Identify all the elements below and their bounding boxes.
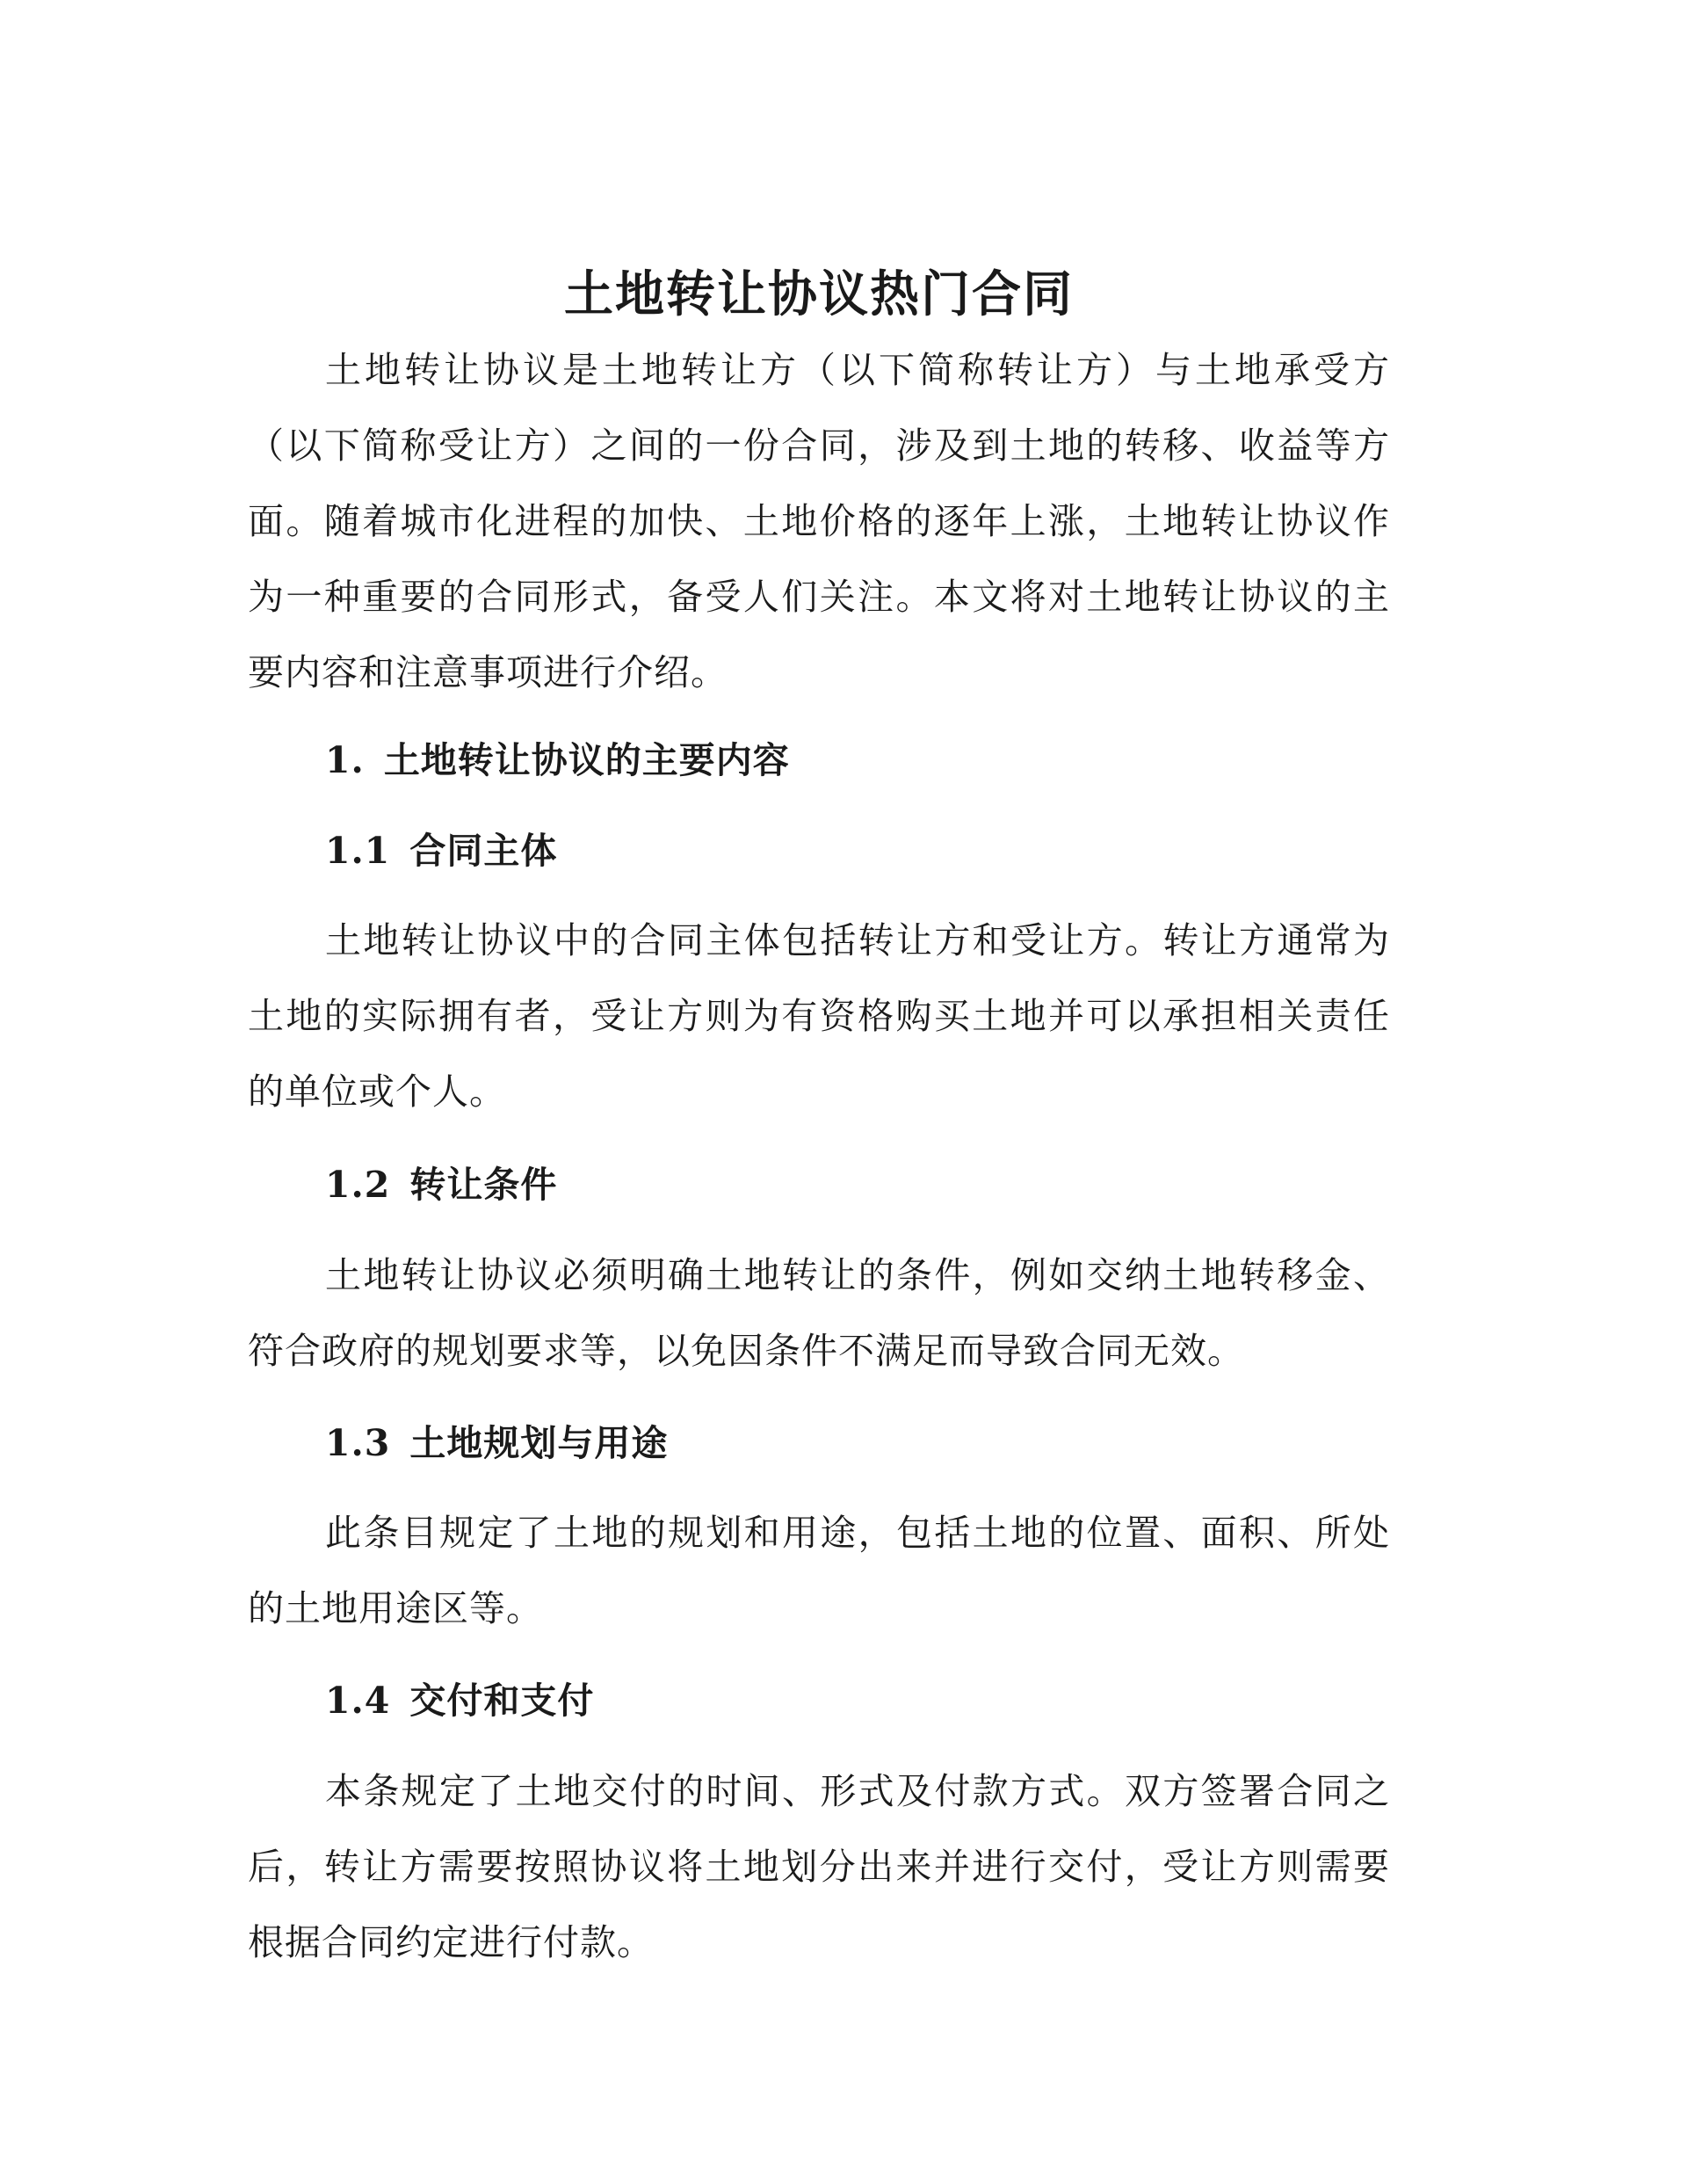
subsection-1-2-title: 转让条件	[409, 1164, 558, 1206]
subsection-1-3-heading	[325, 1417, 668, 1469]
subsection-1-2-number: 1.2	[325, 1164, 391, 1206]
section-1-number: 1.	[325, 739, 365, 781]
subsection-1-3-body: 此条目规定了土地的规划和用途，包括土地的位置、面积、所处的土地用途区等。	[248, 1512, 1390, 1629]
section-1-heading	[325, 734, 790, 787]
subsection-1-1-body: 土地转让协议中的合同主体包括转让方和受让方。转让方通常为土地的实际拥有者，受让方则为有资格购买土地并可以承担相关责任的单位或个人。	[248, 919, 1390, 1113]
subsection-1-2-heading	[325, 1158, 557, 1211]
subsection-1-3-number: 1.3	[325, 1422, 391, 1464]
subsection-1-1-number: 1.1	[325, 830, 391, 872]
subsection-1-3-title: 土地规划与用途	[409, 1422, 669, 1464]
subsection-1-4-heading	[325, 1674, 594, 1727]
subsection-1-4-number: 1.4	[325, 1680, 391, 1722]
intro-paragraph: 土地转让协议是土地转让方（以下简称转让方）与土地承受方（以下简称受让方）之间的一份合同，涉及到土地的转移、收益等方面。随着城市化进程的加快、土地价格的逐年上涨，土地转让协议作为一种重要的合同形式，备受人们关注。本文将对土地转让协议的主要内容和注意事项进行介绍。	[248, 349, 1390, 693]
subsection-1-4-body: 本条规定了土地交付的时间、形式及付款方式。双方签署合同之后，转让方需要按照协议将土地划分出来并进行交付，受让方则需要根据合同约定进行付款。	[248, 1770, 1390, 1963]
subsection-1-2-body: 土地转让协议必须明确土地转让的条件，例如交纳土地转移金、符合政府的规划要求等，以免因条件不满足而导致合同无效。	[248, 1254, 1390, 1372]
subsection-1-1-title: 合同主体	[409, 830, 558, 872]
section-1-title: 土地转让协议的主要内容	[383, 739, 790, 781]
document-title: 土地转让协议热门合同	[564, 265, 1074, 323]
subsection-1-4-title: 交付和支付	[409, 1680, 595, 1722]
subsection-1-1-heading	[325, 824, 557, 877]
